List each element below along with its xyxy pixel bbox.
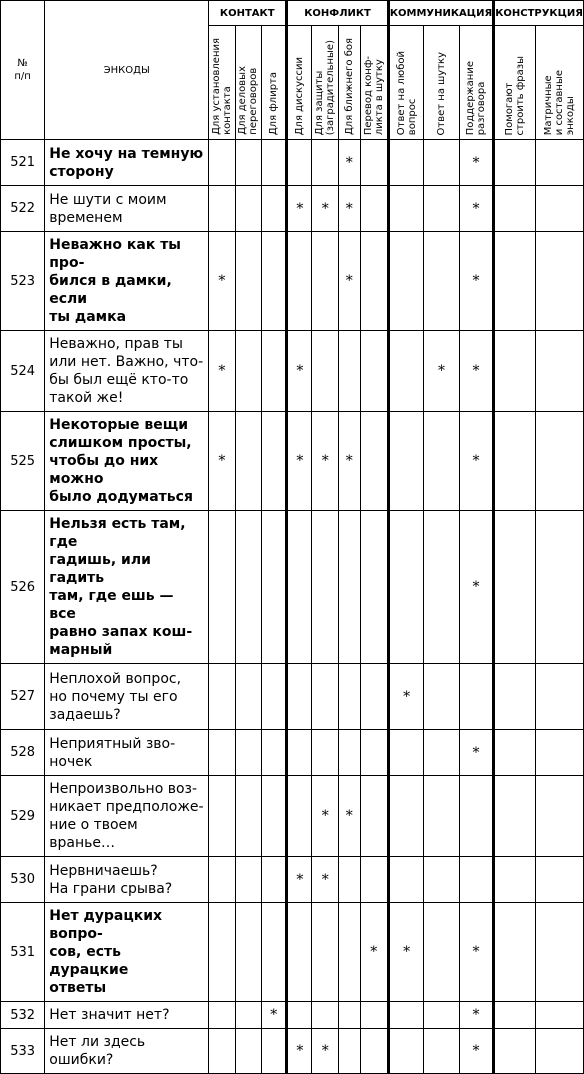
- encode-phrase-line: Некоторые вещи: [49, 417, 189, 433]
- mark-cell: [262, 903, 287, 1002]
- mark-cell: [459, 664, 493, 730]
- mark-cell: [388, 186, 423, 232]
- mark-cell: [424, 232, 459, 331]
- mark-cell: [338, 511, 360, 664]
- mark-cell: [494, 511, 536, 664]
- encode-phrase-line: было додуматься: [49, 489, 193, 505]
- column-header-10: [459, 26, 493, 140]
- encode-phrase: [45, 232, 209, 331]
- encode-phrase-line: Неприятный зво-: [49, 735, 176, 752]
- encode-phrase-line: гадишь, или гадить: [49, 552, 151, 586]
- mark-cell: [494, 730, 536, 776]
- mark-cell: [424, 511, 459, 664]
- encode-phrase: [45, 186, 209, 232]
- encode-phrase-line: Непроизвольно воз-: [49, 781, 198, 797]
- mark-cell: [494, 331, 536, 412]
- mark-cell: [360, 664, 388, 730]
- mark-cell: [209, 140, 235, 186]
- mark-cell: [388, 511, 423, 664]
- mark-cell: [338, 857, 360, 903]
- column-header-label: Для установления контакта: [210, 38, 233, 135]
- encode-phrase-line: Неплохой вопрос,: [49, 670, 182, 687]
- column-header-label: Для деловых переговоров: [237, 66, 260, 135]
- column-header-4: [287, 26, 312, 140]
- mark-cell: [262, 186, 287, 232]
- mark-cell: [262, 730, 287, 776]
- row-number: 530: [1, 857, 45, 903]
- mark-cell: [338, 1002, 360, 1029]
- encode-phrase: [45, 511, 209, 664]
- mark-cell: [535, 331, 583, 412]
- mark-cell: [312, 664, 338, 730]
- mark-cell: [235, 857, 261, 903]
- mark-cell: [235, 331, 261, 412]
- encode-phrase-line: Нельзя есть там, где: [49, 516, 186, 550]
- mark-cell: [287, 903, 312, 1002]
- encode-phrase-line: такой же!: [49, 390, 124, 406]
- encode-phrase-line: равно запах кош-: [49, 624, 193, 640]
- mark-cell: [209, 903, 235, 1002]
- mark-cell: [235, 1029, 261, 1074]
- mark-cell: *: [209, 412, 235, 511]
- encode-phrase-line: Неважно, прав ты: [49, 336, 183, 352]
- row-number: 529: [1, 776, 45, 857]
- mark-cell: [312, 232, 338, 331]
- row-number: 522: [1, 186, 45, 232]
- mark-cell: *: [459, 903, 493, 1002]
- mark-cell: [235, 903, 261, 1002]
- encode-phrase-line: ночек: [49, 753, 93, 770]
- encode-phrase: [45, 1002, 209, 1029]
- mark-cell: [287, 232, 312, 331]
- mark-cell: [235, 412, 261, 511]
- encode-phrase-line: или нет. Важно, что-: [49, 354, 204, 370]
- row-number: 524: [1, 331, 45, 412]
- row-number: 532: [1, 1002, 45, 1029]
- column-header-7: [360, 26, 388, 140]
- mark-cell: [312, 903, 338, 1002]
- mark-cell: *: [209, 232, 235, 331]
- mark-cell: [209, 511, 235, 664]
- row-number: 526: [1, 511, 45, 664]
- mark-cell: [424, 903, 459, 1002]
- column-header-label: Для ближнего боя: [343, 37, 355, 135]
- mark-cell: [235, 140, 261, 186]
- mark-cell: [235, 186, 261, 232]
- mark-cell: [235, 776, 261, 857]
- column-header-label: Перевод конф- ликта в шутку: [362, 55, 385, 135]
- mark-cell: [338, 730, 360, 776]
- table-row: [1, 1002, 584, 1029]
- encode-phrase-line: Не шути с моим: [49, 191, 167, 208]
- encode-phrase: [45, 331, 209, 412]
- mark-cell: [312, 331, 338, 412]
- column-header-2: [235, 26, 261, 140]
- mark-cell: [360, 331, 388, 412]
- column-header-11: [494, 26, 536, 140]
- mark-cell: *: [287, 857, 312, 903]
- mark-cell: *: [287, 331, 312, 412]
- encode-phrase-line: Нет значит нет?: [49, 1007, 170, 1023]
- mark-cell: [209, 857, 235, 903]
- column-header-label: Ответ на шутку: [436, 51, 448, 135]
- mark-cell: [494, 664, 536, 730]
- encode-phrase-line: Нервничаешь?: [49, 862, 158, 879]
- mark-cell: [235, 511, 261, 664]
- mark-cell: [388, 730, 423, 776]
- column-header-3: [262, 26, 287, 140]
- mark-cell: *: [338, 186, 360, 232]
- mark-cell: *: [262, 1002, 287, 1029]
- encode-phrase-line: ответы: [49, 980, 107, 996]
- table-row: [1, 331, 584, 412]
- mark-cell: [424, 186, 459, 232]
- mark-cell: [360, 511, 388, 664]
- column-header-8: [388, 26, 423, 140]
- encode-phrase: [45, 1029, 209, 1074]
- mark-cell: *: [312, 412, 338, 511]
- mark-cell: *: [388, 664, 423, 730]
- mark-cell: *: [287, 1029, 312, 1074]
- column-header-1: [209, 26, 235, 140]
- mark-cell: [535, 1029, 583, 1074]
- mark-cell: [262, 776, 287, 857]
- mark-cell: [459, 776, 493, 857]
- encode-phrase-line: никает предположе-: [49, 799, 204, 815]
- mark-cell: [287, 511, 312, 664]
- encode-phrase-line: временем: [49, 209, 123, 226]
- mark-cell: [535, 511, 583, 664]
- encode-phrase-line: слишком просты,: [49, 435, 192, 451]
- mark-cell: *: [360, 903, 388, 1002]
- column-header-label: Матричные и составные энкоды: [542, 69, 576, 135]
- mark-cell: [262, 412, 287, 511]
- mark-cell: [262, 857, 287, 903]
- encode-phrase-line: Не хочу на темную: [49, 145, 204, 162]
- column-header-label: Для флирта: [268, 71, 280, 135]
- mark-cell: *: [338, 232, 360, 331]
- column-header-6: [338, 26, 360, 140]
- mark-cell: [424, 730, 459, 776]
- mark-cell: [235, 730, 261, 776]
- mark-cell: [494, 857, 536, 903]
- mark-cell: [338, 331, 360, 412]
- mark-cell: [360, 1002, 388, 1029]
- mark-cell: [424, 1029, 459, 1074]
- mark-cell: *: [459, 730, 493, 776]
- mark-cell: *: [459, 1029, 493, 1074]
- encode-phrase: [45, 412, 209, 511]
- mark-cell: [209, 1002, 235, 1029]
- mark-cell: [338, 664, 360, 730]
- column-header-label: Для защиты (заградительные): [314, 39, 337, 135]
- mark-cell: [262, 1029, 287, 1074]
- mark-cell: [360, 186, 388, 232]
- table-row: [1, 664, 584, 730]
- mark-cell: [388, 1029, 423, 1074]
- mark-cell: [209, 776, 235, 857]
- mark-cell: [209, 186, 235, 232]
- mark-cell: [312, 1002, 338, 1029]
- mark-cell: *: [459, 140, 493, 186]
- mark-cell: *: [338, 140, 360, 186]
- mark-cell: [388, 1002, 423, 1029]
- mark-cell: [388, 776, 423, 857]
- encode-phrase-line: сов, есть дурацкие: [49, 944, 129, 978]
- mark-cell: [360, 730, 388, 776]
- mark-cell: *: [424, 331, 459, 412]
- mark-cell: [494, 412, 536, 511]
- encode-phrase-line: бы был ещё кто-то: [49, 372, 189, 388]
- group-construction: КОНСТРУКЦИЯ: [494, 1, 584, 26]
- column-header-label: Ответ на любой вопрос: [395, 50, 418, 135]
- mark-cell: [338, 1029, 360, 1074]
- row-number: 521: [1, 140, 45, 186]
- mark-cell: [494, 1002, 536, 1029]
- mark-cell: *: [459, 232, 493, 331]
- mark-cell: *: [459, 186, 493, 232]
- encode-phrase-line: бился в дамки, если: [49, 273, 172, 307]
- row-number: 533: [1, 1029, 45, 1074]
- mark-cell: [494, 232, 536, 331]
- column-header-9: [424, 26, 459, 140]
- mark-cell: *: [388, 903, 423, 1002]
- mark-cell: [262, 232, 287, 331]
- encode-phrase-line: Нет ли здесь ошибки?: [49, 1034, 146, 1068]
- encode-phrase-line: там, где ешь — все: [49, 588, 174, 622]
- mark-cell: [535, 232, 583, 331]
- mark-cell: [388, 412, 423, 511]
- row-number: 528: [1, 730, 45, 776]
- mark-cell: *: [312, 776, 338, 857]
- encode-phrase: [45, 857, 209, 903]
- mark-cell: [459, 857, 493, 903]
- row-number: 531: [1, 903, 45, 1002]
- mark-cell: *: [312, 857, 338, 903]
- mark-cell: [360, 776, 388, 857]
- row-number: 527: [1, 664, 45, 730]
- table-row: [1, 903, 584, 1002]
- mark-cell: [388, 232, 423, 331]
- row-number: 523: [1, 232, 45, 331]
- mark-cell: [338, 903, 360, 1002]
- mark-cell: *: [459, 331, 493, 412]
- mark-cell: *: [459, 1002, 493, 1029]
- mark-cell: [235, 1002, 261, 1029]
- mark-cell: [209, 664, 235, 730]
- mark-cell: [424, 140, 459, 186]
- group-communication: КОММУНИКАЦИЯ: [388, 1, 493, 26]
- mark-cell: [424, 857, 459, 903]
- group-contact: КОНТАКТ: [209, 1, 287, 26]
- mark-cell: *: [338, 776, 360, 857]
- table-row: [1, 511, 584, 664]
- mark-cell: [262, 511, 287, 664]
- table-row: [1, 857, 584, 903]
- mark-cell: [535, 412, 583, 511]
- table-row: [1, 730, 584, 776]
- mark-cell: *: [312, 186, 338, 232]
- mark-cell: [494, 1029, 536, 1074]
- encode-phrase-line: чтобы до них можно: [49, 453, 159, 487]
- column-header-5: [312, 26, 338, 140]
- mark-cell: *: [459, 511, 493, 664]
- mark-cell: [424, 664, 459, 730]
- table-row: [1, 232, 584, 331]
- mark-cell: [287, 1002, 312, 1029]
- table-row: [1, 186, 584, 232]
- mark-cell: [535, 1002, 583, 1029]
- encode-phrase-line: сторону: [49, 163, 114, 180]
- encode-phrase-line: задаешь?: [49, 706, 121, 723]
- mark-cell: [312, 730, 338, 776]
- encode-phrase-line: ние о твоем вранье…: [49, 817, 138, 851]
- mark-cell: [360, 412, 388, 511]
- column-header-label: Помогают строить фразы: [503, 55, 526, 135]
- encodes-header: ЭНКОДЫ: [45, 1, 209, 140]
- encode-phrase-line: Нет дурацких вопро-: [49, 908, 163, 942]
- encode-phrase-line: ты дамка: [49, 309, 127, 325]
- encode-phrase-line: На грани срыва?: [49, 880, 173, 897]
- encode-phrase: [45, 903, 209, 1002]
- mark-cell: [262, 664, 287, 730]
- encode-phrase: [45, 776, 209, 857]
- mark-cell: *: [312, 1029, 338, 1074]
- mark-cell: [494, 186, 536, 232]
- column-header-label: Для дискуссии: [294, 56, 306, 135]
- mark-cell: [312, 511, 338, 664]
- mark-cell: *: [338, 412, 360, 511]
- encode-phrase: [45, 730, 209, 776]
- num-header: № п/п: [1, 1, 45, 140]
- mark-cell: [287, 140, 312, 186]
- encode-phrase: [45, 140, 209, 186]
- group-conflict: КОНФЛИКТ: [287, 1, 389, 26]
- mark-cell: [424, 412, 459, 511]
- mark-cell: [535, 664, 583, 730]
- mark-cell: [494, 903, 536, 1002]
- mark-cell: [312, 140, 338, 186]
- mark-cell: [209, 1029, 235, 1074]
- mark-cell: [262, 331, 287, 412]
- encode-phrase-line: Неважно как ты про-: [49, 237, 181, 271]
- mark-cell: [235, 232, 261, 331]
- column-header-label: Поддержание разговора: [464, 60, 487, 135]
- mark-cell: [388, 140, 423, 186]
- mark-cell: [424, 1002, 459, 1029]
- mark-cell: [535, 857, 583, 903]
- mark-cell: [360, 857, 388, 903]
- mark-cell: [262, 140, 287, 186]
- mark-cell: [388, 331, 423, 412]
- mark-cell: [535, 730, 583, 776]
- mark-cell: [287, 730, 312, 776]
- mark-cell: [535, 186, 583, 232]
- mark-cell: *: [459, 412, 493, 511]
- mark-cell: [535, 776, 583, 857]
- mark-cell: [209, 730, 235, 776]
- mark-cell: [235, 664, 261, 730]
- mark-cell: [360, 140, 388, 186]
- mark-cell: *: [209, 331, 235, 412]
- mark-cell: *: [287, 186, 312, 232]
- table-row: [1, 1029, 584, 1074]
- table-row: [1, 140, 584, 186]
- mark-cell: *: [287, 412, 312, 511]
- encode-phrase-line: но почему ты его: [49, 688, 178, 705]
- mark-cell: [494, 776, 536, 857]
- mark-cell: [535, 903, 583, 1002]
- encode-phrase: [45, 664, 209, 730]
- mark-cell: [360, 232, 388, 331]
- table-row: [1, 776, 584, 857]
- mark-cell: [494, 140, 536, 186]
- mark-cell: [360, 1029, 388, 1074]
- encode-phrase-line: марный: [49, 642, 113, 658]
- mark-cell: [287, 776, 312, 857]
- mark-cell: [535, 140, 583, 186]
- column-header-12: [535, 26, 583, 140]
- table-row: [1, 412, 584, 511]
- mark-cell: [424, 776, 459, 857]
- mark-cell: [287, 664, 312, 730]
- row-number: 525: [1, 412, 45, 511]
- mark-cell: [388, 857, 423, 903]
